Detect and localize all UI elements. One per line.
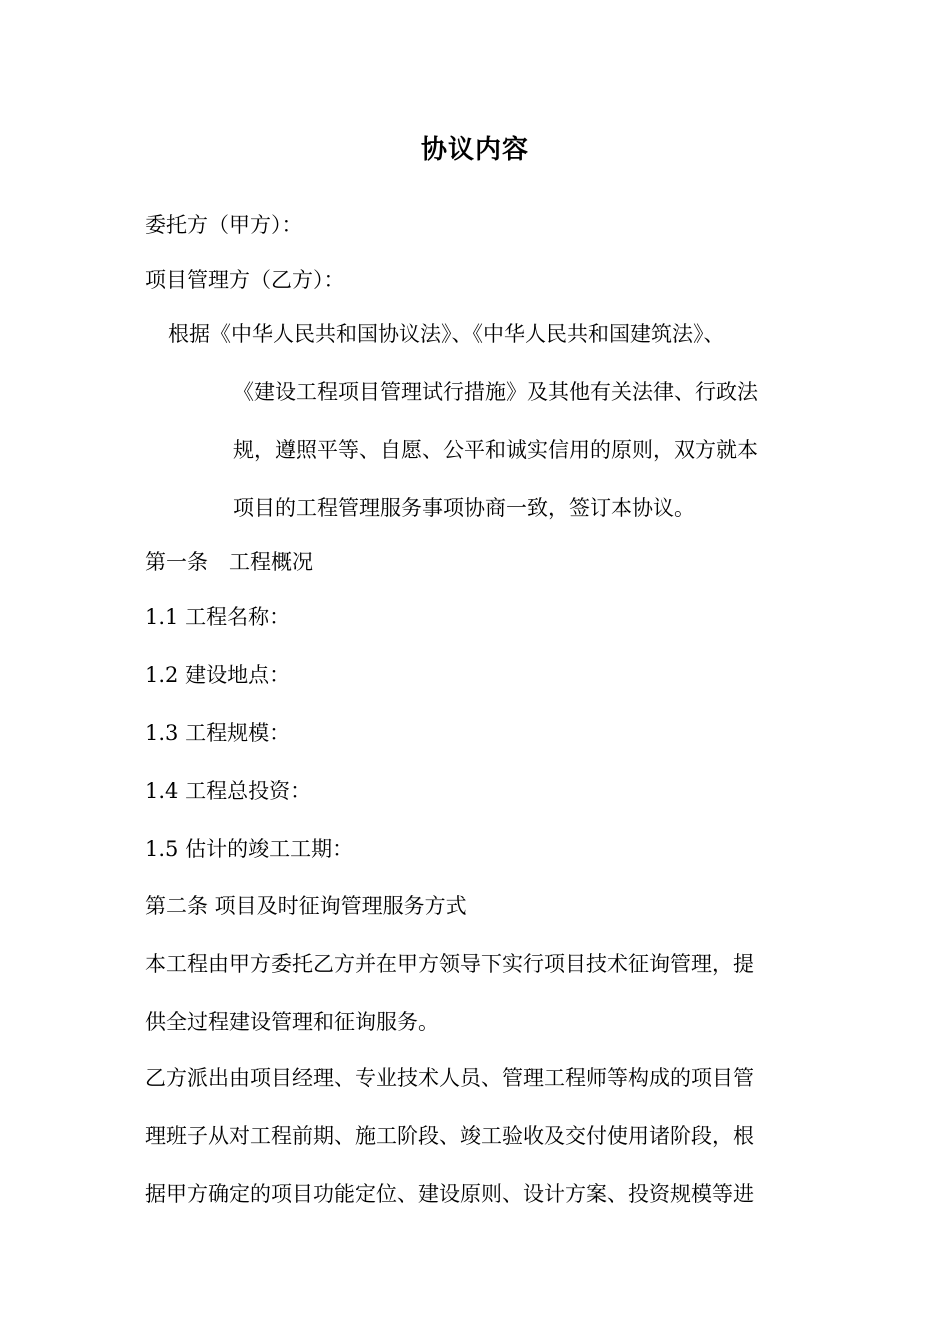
article2-para2-line-3: 据甲方确定的项目功能定位、建设原则、设计方案、投资规模等进 — [145, 1182, 754, 1206]
article1-item: 1.1 工程名称： — [145, 605, 291, 629]
article2-para1-line-1: 本工程由甲方委托乙方并在甲方领导下实行项目技术征询管理，提 — [145, 952, 754, 976]
article1-item: 1.5 估计的竣工工期： — [145, 837, 354, 861]
article1-item: 1.4 工程总投资： — [145, 779, 312, 803]
document-title: 协议内容 — [420, 135, 529, 165]
article1-heading: 第一条 工程概况 — [145, 550, 313, 574]
preamble-line-3: 规，遵照平等、自愿、公平和诚实信用的原则，双方就本 — [233, 438, 758, 462]
article2-para1-line-2: 供全过程建设管理和征询服务。 — [145, 1010, 439, 1034]
preamble-line-2: 《建设工程项目管理试行措施》及其他有关法律、行政法 — [233, 380, 758, 404]
article2-heading: 第二条 项目及时征询管理服务方式 — [145, 894, 467, 918]
preamble-line-4: 项目的工程管理服务事项协商一致，签订本协议。 — [233, 496, 695, 520]
client-label: 委托方（甲方）： — [145, 213, 303, 237]
article1-item: 1.2 建设地点： — [145, 663, 291, 687]
manager-label: 项目管理方（乙方）： — [145, 268, 345, 292]
preamble-line-1: 根据《中华人民共和国协议法》、《中华人民共和国建筑法》、 — [168, 322, 725, 346]
article2-para2-line-2: 理班子从对工程前期、施工阶段、竣工验收及交付使用诸阶段，根 — [145, 1124, 754, 1148]
article1-item: 1.3 工程规模： — [145, 721, 291, 745]
article2-para2-line-1: 乙方派出由项目经理、专业技术人员、管理工程师等构成的项目管 — [145, 1066, 754, 1090]
